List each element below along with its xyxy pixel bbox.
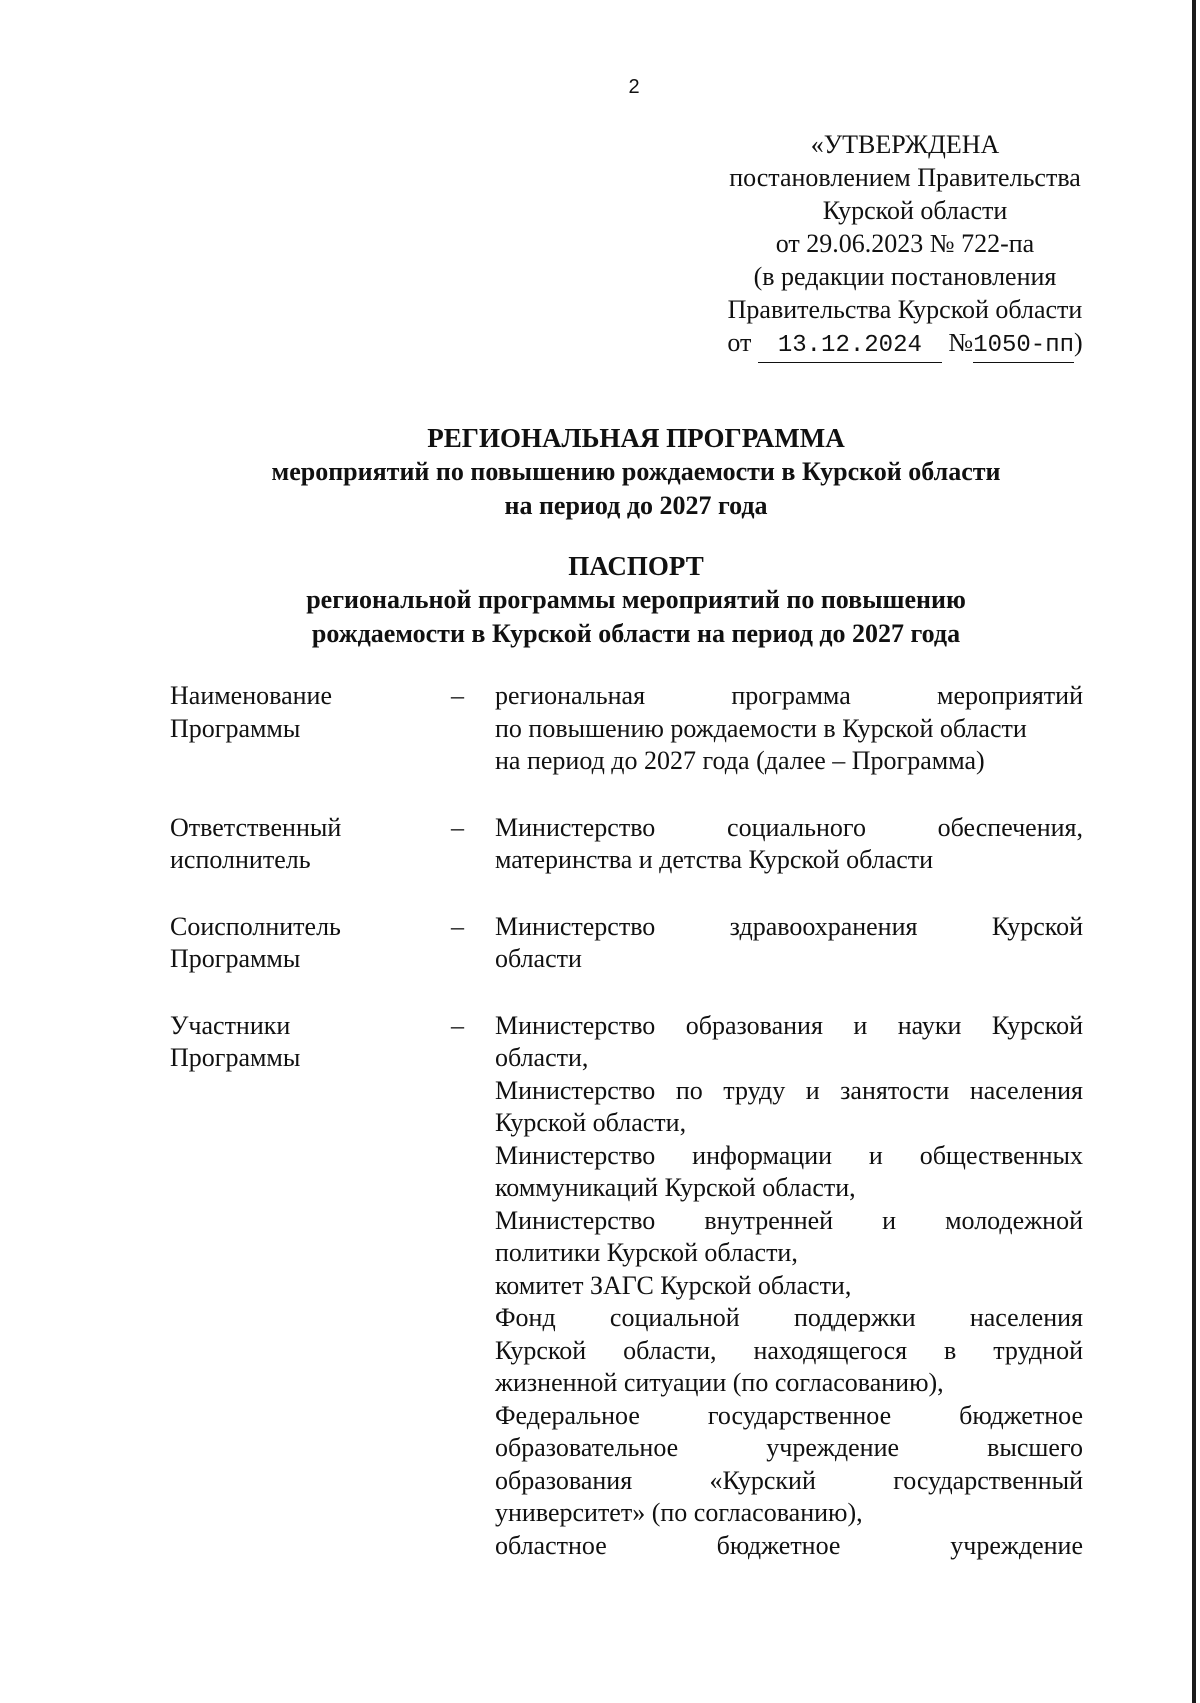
passport-title-line: ПАСПОРТ [568, 551, 704, 581]
passport-row-value [495, 812, 1083, 877]
approval-line: «УТВЕРЖДЕНА [810, 130, 1000, 159]
label-line: Ответственный [170, 812, 342, 842]
value-line: по повышению рождаемости в Курской области [495, 713, 1027, 743]
label-line: Программы [170, 1043, 301, 1072]
approval-stamp-block [690, 128, 1120, 363]
participants-list [495, 1010, 1083, 1563]
passport-row-label [170, 911, 420, 976]
participant-line: комитет ЗАГС Курской области, [495, 1270, 852, 1300]
participant-line: жизненной ситуации (по согласованию), [495, 1368, 944, 1397]
participant-line: политики Курской области, [495, 1238, 798, 1267]
participant-line: областное бюджетное учреждение [495, 1530, 1083, 1560]
approval-line: постановлением Правительства [729, 163, 1081, 192]
passport-row-label [170, 812, 420, 877]
value-line: Министерство здравоохранения Курской [495, 911, 1083, 941]
page-edge-shadow [1192, 0, 1196, 1703]
participant-line: Курской области, [495, 1108, 687, 1137]
passport-title [0, 549, 1200, 651]
program-title [0, 421, 1200, 523]
participant-line: Фонд социальной поддержки населения [495, 1303, 1083, 1332]
passport-row-dash: – [451, 1010, 464, 1040]
label-line: Участники [170, 1010, 291, 1040]
passport-row-label [170, 1010, 420, 1563]
participant-line: университет» (по согласованию), [495, 1498, 863, 1527]
passport-row-dash: – [451, 911, 464, 941]
participant-line: области, [495, 1043, 589, 1072]
participant-line: Министерство внутренней и молодежной [495, 1205, 1083, 1235]
passport-row-value [495, 911, 1083, 976]
approval-date-prefix: от [727, 328, 752, 357]
value-line: Министерство социального обеспечения, [495, 812, 1083, 842]
passport-title-line: рождаемости в Курской области на период до 2027 года [311, 619, 961, 648]
participant-line: Министерство образования и науки Курской [495, 1010, 1083, 1040]
approval-date-line [690, 326, 1120, 363]
participant-line: образования «Курский государственный [495, 1465, 1083, 1495]
approval-line: Курской области [822, 196, 1008, 225]
passport-row-value [495, 680, 1083, 778]
page-number: 2 [628, 76, 640, 98]
approval-number-sign: № [948, 328, 974, 357]
passport-row-participants [170, 1010, 1090, 1563]
label-line: Программы [170, 713, 301, 743]
approval-line: (в редакции постановления [753, 262, 1057, 291]
participant-line: Федеральное государственное бюджетное [495, 1400, 1083, 1430]
approval-line: от 29.06.2023 № 722-па [775, 229, 1035, 258]
approval-line: Правительства Курской области [727, 295, 1083, 324]
participant-line: образовательное учреждение высшего [495, 1433, 1083, 1462]
label-line: Соисполнитель [170, 911, 341, 941]
label-line: исполнитель [170, 845, 311, 874]
program-title-line: на период до 2027 года [504, 491, 768, 520]
passport-table [170, 680, 1090, 1594]
participant-line: Министерство информации и общественных [495, 1140, 1083, 1170]
program-title-line: мероприятий по повышению рождаемости в Курской области [271, 457, 1001, 486]
approval-close-paren: ) [1074, 328, 1083, 357]
label-line: Программы [170, 944, 301, 973]
passport-row-coexecutor [170, 911, 1090, 976]
label-line: Наименование [170, 681, 332, 710]
participant-line: коммуникаций Курской области, [495, 1173, 856, 1202]
passport-row-label [170, 680, 420, 778]
approval-number-value: 1050-пп [973, 329, 1074, 363]
approval-date-value: 13.12.2024 [758, 329, 942, 363]
participant-line: Курской области, находящегося в трудной [495, 1335, 1083, 1365]
passport-row-dash: – [451, 681, 464, 710]
passport-row-name [170, 680, 1090, 778]
passport-title-line: региональной программы мероприятий по повышению [306, 585, 966, 614]
value-line: области [495, 944, 582, 973]
value-line: региональная программа мероприятий [495, 681, 1083, 710]
passport-row-responsible [170, 812, 1090, 877]
passport-row-dash: – [451, 812, 464, 842]
value-line: материнства и детства Курской области [495, 845, 934, 874]
participant-line: Министерство по труду и занятости населения [495, 1075, 1083, 1105]
value-line: на период до 2027 года (далее – Программа) [495, 746, 985, 775]
program-title-line: РЕГИОНАЛЬНАЯ ПРОГРАММА [427, 423, 845, 453]
